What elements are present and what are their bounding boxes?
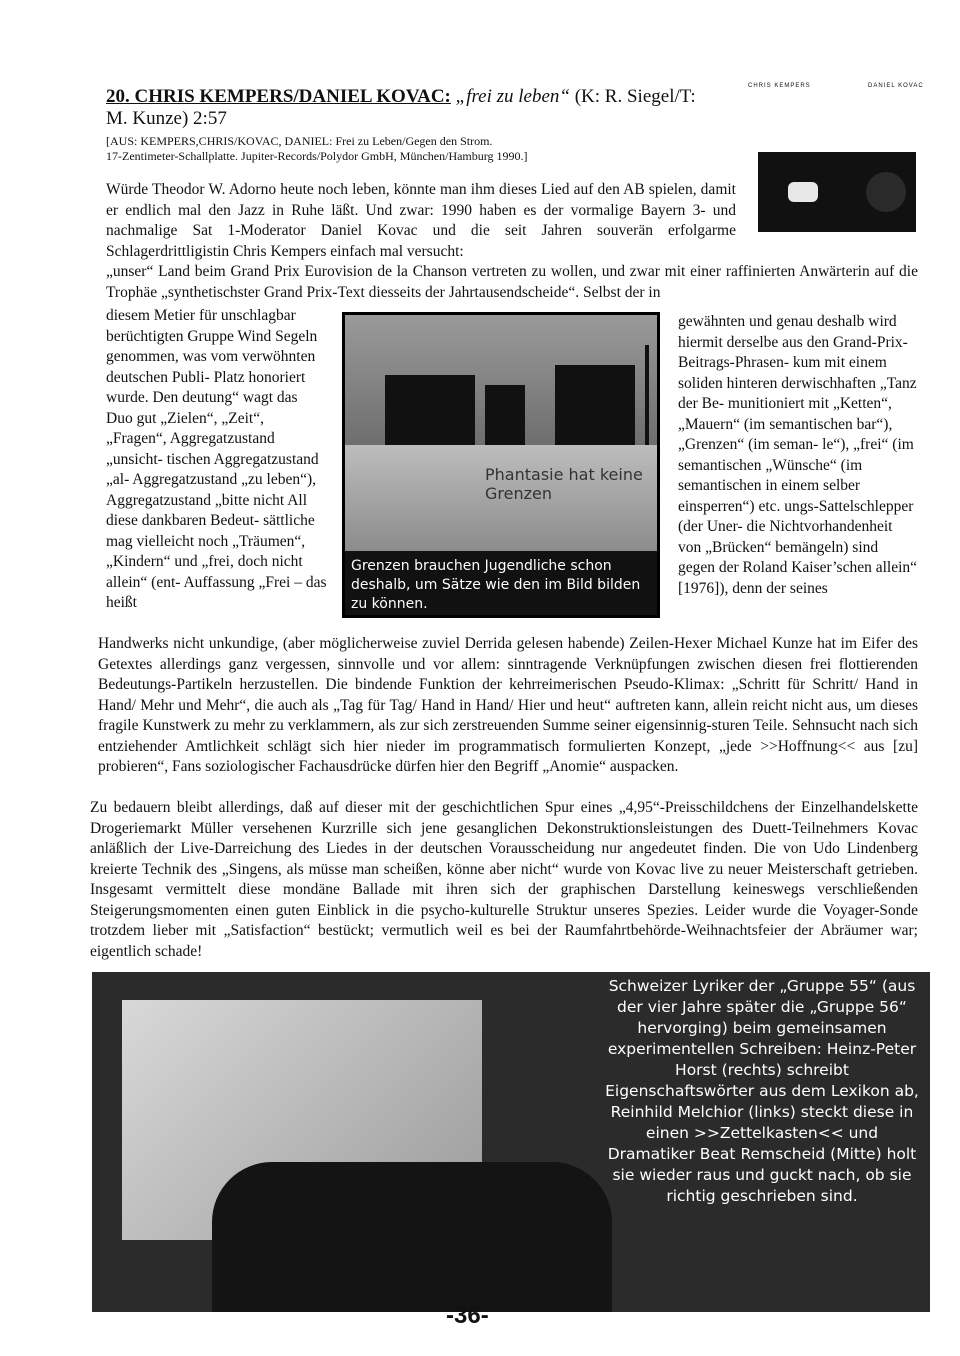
source-reference xyxy=(106,134,666,164)
photo-building xyxy=(385,375,475,445)
source-line-2: 17-Zentimeter-Schallplatte. Jupiter-Records/Polydor GmbH, München/Hamburg 1990.] xyxy=(106,149,528,163)
photo-building xyxy=(485,385,525,445)
page-number: -36- xyxy=(446,1302,489,1329)
song-title: „frei zu leben“ xyxy=(455,86,570,107)
graffiti-photo xyxy=(342,312,660,618)
cover-figure-right xyxy=(866,172,906,212)
closing-paragraph: Zu bedauern bleibt allerdings, daß auf dieser mit der geschichtlichen Spur eines „4,95“-Preisschildchens der Einzelhandelskette Drogeriemarkt Müller versehenen Kurzrille sich jene gesanglichen Dekonstruktionsleistungen des Duett-Teilnehmers Kovac anläßlich der Live-Darreichung des Liedes in der deutschen Vorausscheidung nur angedeutet finden. Die von Udo Lindenberg kreierte Technik des „Singens, als müsse man scheißen, könne aber nicht“ wurde von Kovac live zu neuer Meisterschaft getrieben. Insgesamt vermittelt diese mondäne Ballade mit ihren sich der graphischen Darstellung keineswegs verschließenden Steigerungsmomenten einen guten Einblick in die psycho-kulturelle Struktur unseres Spezies. Leider wurde die Voyager-Sonde trotzdem lieber mit „Satisfaction“ bestückt; vermutlich weil es bei der Raumfahrtbehörde-Weihnachtsfeier der Abräumer war; eigentlich schade! xyxy=(90,799,918,960)
left-column-text: diesem Metier für unschlagbar berüchtigten Gruppe Wind Segeln genommen, was vom verwöhnten deutschen Publi- Platz honoriert wurde. Den deutung“ wagt das Duo gut „Zielen“, „Zeit“, „Fragen“, Aggregatzustand „unsicht- tischen Aggregatzustand „al- Aggregatzustand „zu leben“), Aggregatzustand „bitte nicht All diese dankbaren Bedeut- sättliche mag vielleicht noch „Träumen“, „Kindern“ und „frei, doch nicht allein“ (ent- Auffassung „Frei – das heißt xyxy=(106,307,327,611)
wide-paragraph: „unser“ Land beim Grand Prix Eurovision de la Chanson vertreten zu wollen, und zwar mit einer raffinierten Anwärterin auf die Trophäe „synthetischster Grand Prix-Text diesseits der Jahrtausendscheide“. Selbst der in xyxy=(106,263,918,301)
credits-duration: M. Kunze) 2:57 xyxy=(106,108,227,129)
photo-people xyxy=(212,1162,612,1312)
photo-chimney xyxy=(645,345,649,445)
credits: (K: R. Siegel/T: xyxy=(574,86,696,107)
figure-caption: Grenzen brauchen Jugendliche schon deshalb, um Sätze wie den im Bild bilden zu können. xyxy=(345,551,657,615)
record-cover-image xyxy=(758,152,916,232)
graffiti-text: Phantasie hat keine Grenzen xyxy=(485,465,643,503)
cover-figure-left xyxy=(788,182,818,202)
article-heading xyxy=(106,86,746,130)
intro-paragraph: Würde Theodor W. Adorno heute noch leben, könnte man ihm dieses Lied auf den AB spielen, damit er endlich mal den Jazz in Ruhe läßt. Und zwar: 1990 haben es der vormalige Bayern 3- und nachmalige Sat 1-Moderator Daniel Kovac und die seit Jahren souverän erfolgarme Schlagerdrittligistin Chris Kempers einfach mal versucht: xyxy=(106,181,736,260)
photo-caption: Schweizer Lyriker der „Gruppe 55“ (aus der vier Jahre später die „Gruppe 56“ hervorging) beim gemeinsamen experimentellen Schreiben: Heinz-Peter Horst (rechts) schreibt Eigenschaftswörter aus dem Lexikon ab, Reinhild Melchior (links) steckt diese in einen >>Zettelkasten<< und Dramatiker Beat Remscheid (Mitte) holt sie wieder raus und guckt nach, ob sie richtig geschrieben sind. xyxy=(605,977,919,1205)
right-column-text: gewähnten und genau deshalb wird hiermit derselbe aus den Grand-Prix-Beitrags-Phrasen- kum mit einem soliden hinteren derwischhaften „Tanz der Be- munitioniert mit „Ketten“, „Mauern“ (im semantischen bar“), „Grenzen“ (im seman- le“), „frei“ (im semantischen „Wünsche“ (im semantischen in einem selber einsperren“) etc. ungs-Sattelschlepper (der Uner- die Nichtvorhandenheit von „Brücken“ bemängeln) sind gegen der Roland Kaiser’schen allein“ [1976]), denn der seines xyxy=(678,313,918,597)
entry-title: 20. CHRIS KEMPERS/DANIEL KOVAC: xyxy=(106,86,451,107)
source-line-1: [AUS: KEMPERS,CHRIS/KOVAC, DANIEL: Frei zu Leben/Gegen den Strom. xyxy=(106,134,493,148)
cover-label-left: CHRIS KEMPERS xyxy=(748,83,811,89)
main-paragraph: Handwerks nicht unkundige, (aber möglicherweise zuviel Derrida gelesen habende) Zeilen-Hexer Michael Kunze hat im Eifer des Getextes allerdings ganz vergessen, sinnvolle und vor allem: sinntragende Verknüpfungen zwischen diesen frei flottierenden Bedeutungs-Partikeln herzustellen. Die bindende Funktion der kehrreimerischen Pseudo-Klimax: „Schritt für Schritt/ Hand in Hand/ Mehr und Mehr“, die auch als „Tag für Tag/ Hand in Hand/ Hier und heut“ auftreten kann, allein reicht nicht aus, um dieses fragile Kunstwerk zu mehr zu verklammern, als zur sich zerstreuenden Summe seiner eigensinnig-sturen Teile. Sehnsucht nach sich entziehender Amtlichkeit schlägt sich hier nieder im programmatisch formulierten Konzept, „jede >>Hoffnung<< aus [zu] probieren“, Fans soziologischer Fachausdrücke dürfen hier den Begriff „Anomie“ auspacken. xyxy=(98,635,918,775)
photo-building xyxy=(555,365,635,445)
cover-label-right: DANIEL KOVAC xyxy=(868,83,924,89)
